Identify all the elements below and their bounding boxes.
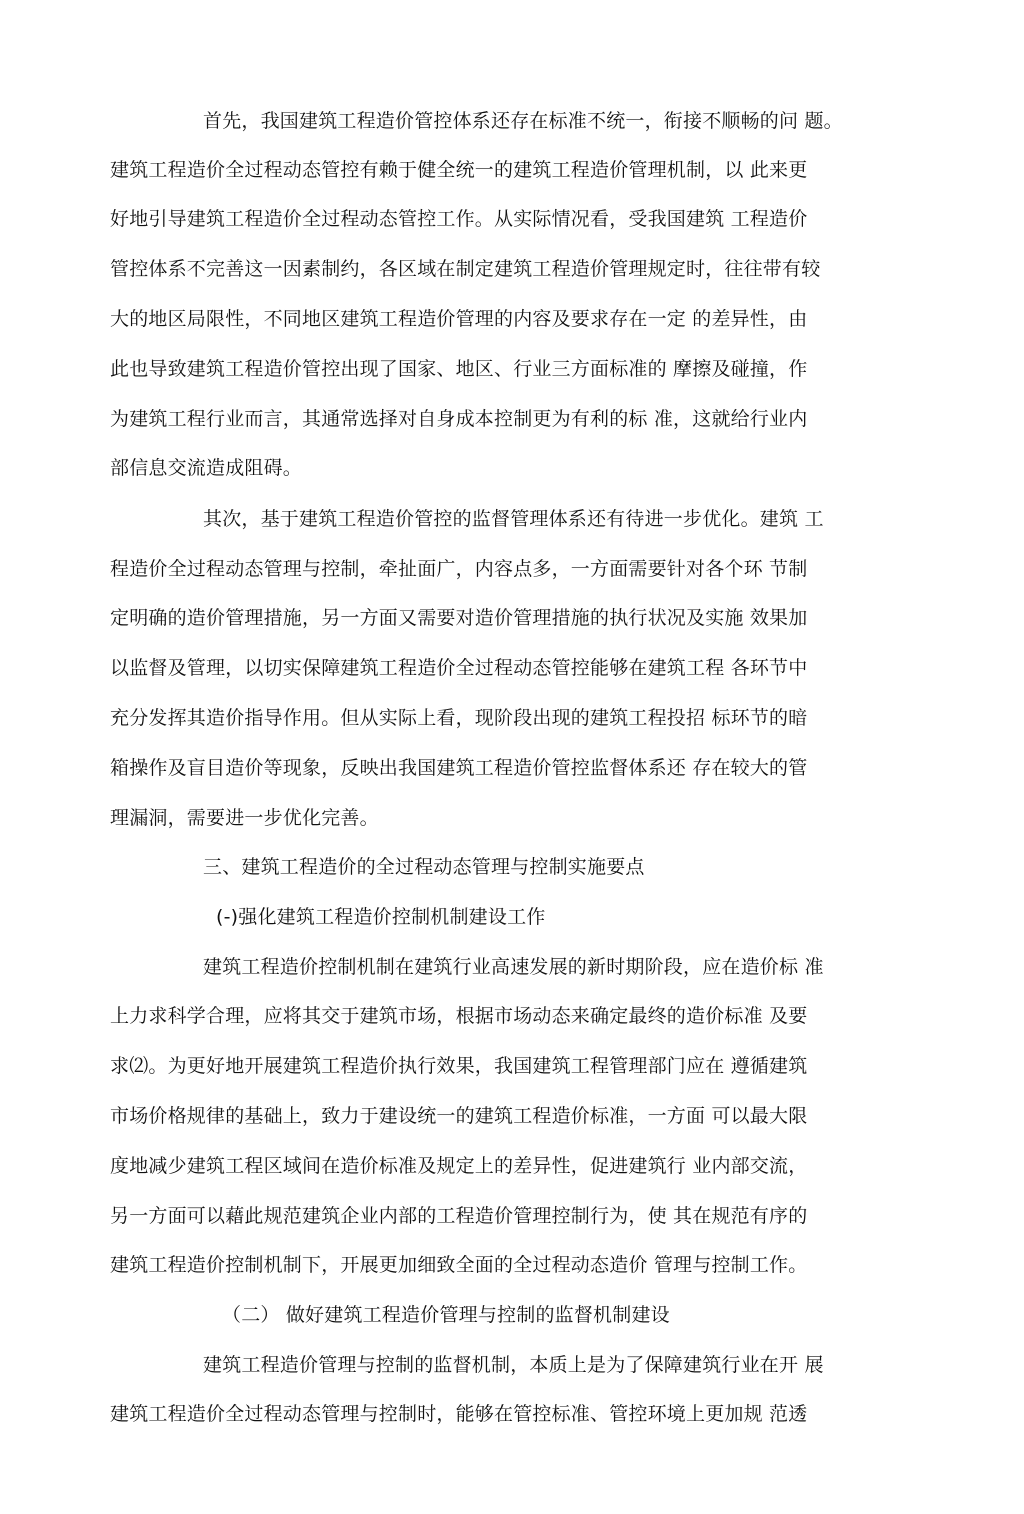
paragraph-2-line: 以监督及管理，以切实保障建筑工程造价全过程动态管控能够在建筑工程 各环节中 <box>110 657 808 679</box>
paragraph-1-line: 建筑工程造价全过程动态管控有赖于健全统一的建筑工程造价管理机制，以 此来更 <box>110 159 808 181</box>
subsection-heading: （二） 做好建筑工程造价管理与控制的监督机制建设 <box>222 1304 670 1326</box>
paragraph-3-line: 求⑵。为更好地开展建筑工程造价执行效果，我国建筑工程管理部门应在 遵循建筑 <box>110 1055 808 1077</box>
paragraph-3-line: 度地减少建筑工程区域间在造价标准及规定上的差异性，促进建筑行 业内部交流， <box>110 1155 808 1177</box>
paragraph-2-line: 理漏洞，需要进一步优化完善。 <box>110 807 379 829</box>
paragraph-2-line: 其次，基于建筑工程造价管控的监督管理体系还有待进一步优化。建筑 工 <box>203 508 824 530</box>
paragraph-1-line: 为建筑工程行业而言，其通常选择对自身成本控制更为有利的标 准，这就给行业内 <box>110 408 808 430</box>
paragraph-4-line: 建筑工程造价全过程动态管理与控制时，能够在管控标准、管控环境上更加规 范透 <box>110 1403 808 1425</box>
paragraph-1-line: 此也导致建筑工程造价管控出现了国家、地区、行业三方面标准的 摩擦及碰撞，作 <box>110 358 808 380</box>
paragraph-2-line: 程造价全过程动态管理与控制，牵扯面广，内容点多，一方面需要针对各个环 节制 <box>110 558 808 580</box>
paragraph-1-line: 管控体系不完善这一因素制约，各区域在制定建筑工程造价管理规定时，往往带有较 <box>110 258 821 280</box>
paragraph-3-line: 市场价格规律的基础上，致力于建设统一的建筑工程造价标准，一方面 可以最大限 <box>110 1105 808 1127</box>
paragraph-1-line: 大的地区局限性，不同地区建筑工程造价管理的内容及要求存在一定 的差异性，由 <box>110 308 808 330</box>
paragraph-3-line: 建筑工程造价控制机制下，开展更加细致全面的全过程动态造价 管理与控制工作。 <box>110 1254 808 1276</box>
paragraph-3-line: 另一方面可以藉此规范建筑企业内部的工程造价管理控制行为，使 其在规范有序的 <box>110 1205 808 1227</box>
paragraph-3-line: 上力求科学合理，应将其交于建筑市场，根据市场动态来确定最终的造价标准 及要 <box>110 1005 808 1027</box>
subsection-heading: (-)强化建筑工程造价控制机制建设工作 <box>216 906 546 928</box>
paragraph-3-line: 建筑工程造价控制机制在建筑行业高速发展的新时期阶段，应在造价标 准 <box>203 956 824 978</box>
paragraph-2-line: 箱操作及盲目造价等现象，反映出我国建筑工程造价管控监督体系还 存在较大的管 <box>110 757 808 779</box>
section-heading: 三、建筑工程造价的全过程动态管理与控制实施要点 <box>203 856 645 878</box>
paragraph-4-line: 建筑工程造价管理与控制的监督机制，本质上是为了保障建筑行业在开 展 <box>203 1354 824 1376</box>
paragraph-2-line: 充分发挥其造价指导作用。但从实际上看，现阶段出现的建筑工程投招 标环节的暗 <box>110 707 808 729</box>
paragraph-2-line: 定明确的造价管理措施，另一方面又需要对造价管理措施的执行状况及实施 效果加 <box>110 607 808 629</box>
paragraph-1-line: 首先，我国建筑工程造价管控体系还存在标准不统一，衔接不顺畅的问 题。 <box>203 110 843 132</box>
paragraph-1-line: 好地引导建筑工程造价全过程动态管控工作。从实际情况看，受我国建筑 工程造价 <box>110 208 808 230</box>
paragraph-1-line: 部信息交流造成阻碍。 <box>110 457 303 479</box>
